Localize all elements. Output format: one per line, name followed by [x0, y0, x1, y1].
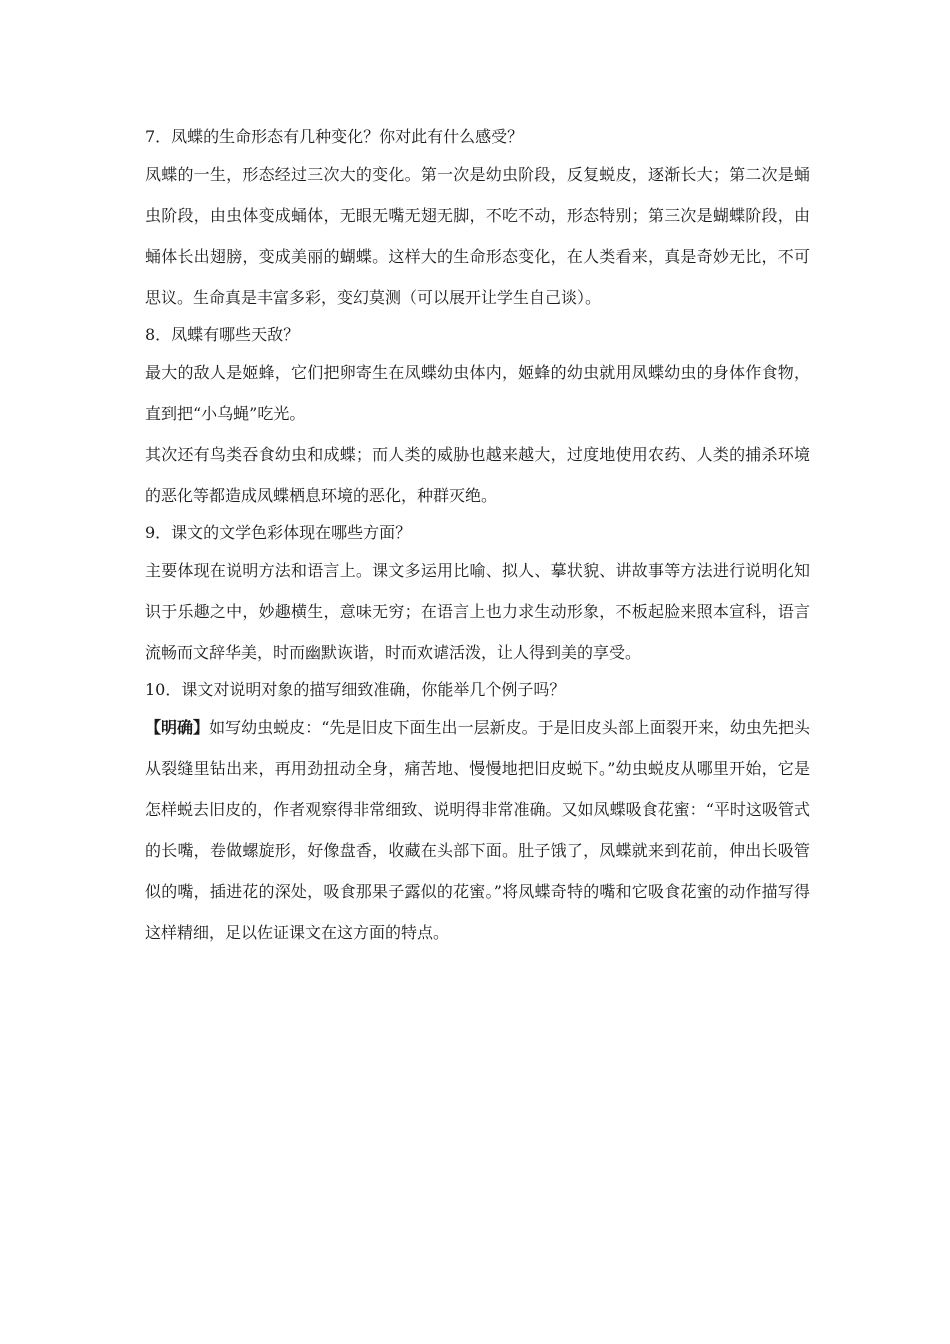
answer-9: 主要体现在说明方法和语言上。课文多运用比喻、拟人、摹状貌、讲故事等方法进行说明化知识于乐趣之中，妙趣横生，意味无穷；在语言上也力求生动形象，不板起脸来照本宣科，语言流畅而文辞华美，时而幽默诙谐，时而欢谑活泼，让人得到美的享受。	[145, 561, 810, 662]
answer-8-part-2: 其次还有鸟类吞食幼虫和成蝶；而人类的威胁也越来越大，过度地使用农药、人类的捕杀环境的恶化等都造成凤蝶栖息环境的恶化，种群灭绝。	[145, 445, 810, 505]
question-9: 9．课文的文学色彩体现在哪些方面？	[145, 523, 412, 542]
question-7: 7．凤蝶的生命形态有几种变化？你对此有什么感受？	[145, 127, 524, 146]
answer-7: 凤蝶的一生，形态经过三次大的变化。第一次是幼虫阶段，反复蜕皮，逐渐长大；第二次是蛹虫阶段，由虫体变成蛹体，无眼无嘴无翅无脚，不吃不动，形态特别；第三次是蝴蝶阶段，由蛹体长出翅膀，变成美丽的蝴蝶。这样大的生命形态变化，在人类看来，真是奇妙无比，不可思议。生命真是丰富多彩，变幻莫测（可以展开让学生自己谈）。	[145, 165, 810, 307]
answer-10-text: 如写幼虫蜕皮：“先是旧皮下面生出一层新皮。于是旧皮头部上面裂开来，幼虫先把头从裂缝里钻出来，再用劲扭动全身，痛苦地、慢慢地把旧皮蜕下。”幼虫蜕皮从哪里开始，它是怎样蜕去旧皮的，作者观察得非常细致、说明得非常准确。又如凤蝶吸食花蜜：“平时这吸管式的长嘴，卷做螺旋形，好像盘香，收藏在头部下面。肚子饿了，凤蝶就来到花前，伸出长吸管似的嘴，插进花的深处，吸食那果子露似的花蜜。”将凤蝶奇特的嘴和它吸食花蜜的动作描写得这样精细，足以佐证课文在这方面的特点。	[145, 718, 810, 942]
document-body	[145, 120, 810, 953]
question-10: 10．课文对说明对象的描写细致准确，你能举几个例子吗？	[145, 680, 566, 699]
answer-10	[145, 707, 810, 953]
answer-label: 【明确】	[145, 718, 210, 737]
question-8: 8．凤蝶有哪些天敌？	[145, 325, 300, 344]
answer-8-part-1: 最大的敌人是姬蜂，它们把卵寄生在凤蝶幼虫体内，姬蜂的幼虫就用凤蝶幼虫的身体作食物，直到把“小乌蝇”吃光。	[145, 363, 810, 423]
